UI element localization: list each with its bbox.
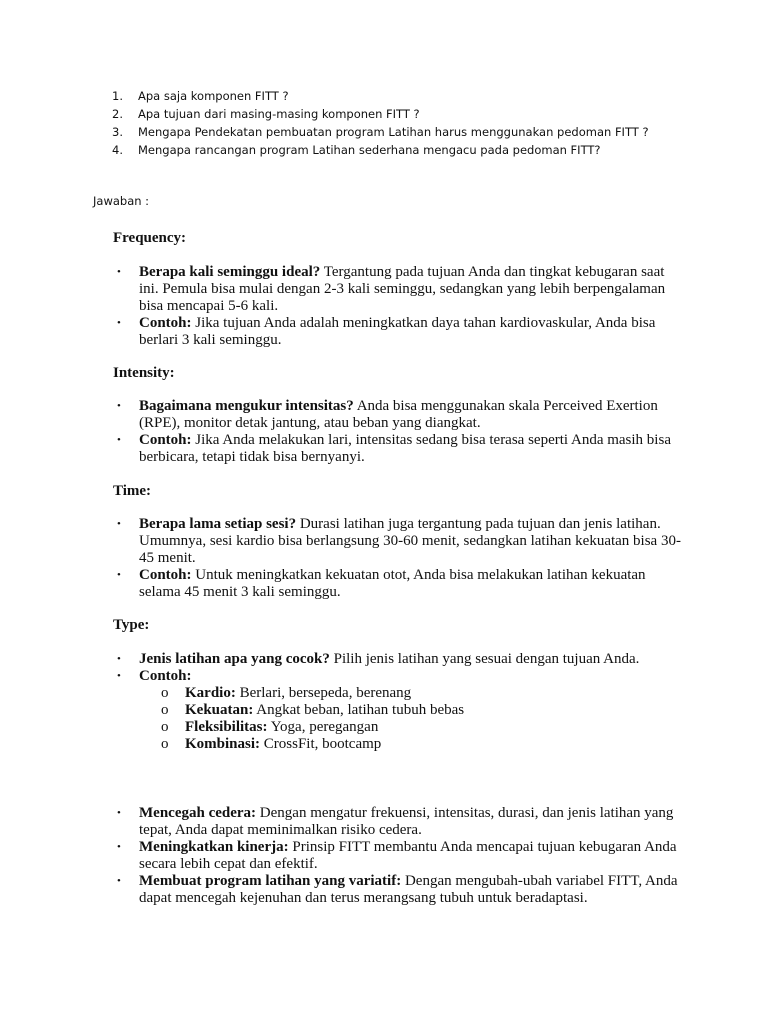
question-number: 4. xyxy=(112,143,123,157)
circle-bullet-icon: o xyxy=(161,702,169,718)
circle-bullet-icon: o xyxy=(161,685,169,701)
sub-list-item-bold: Kekuatan: xyxy=(185,702,254,718)
list-item xyxy=(113,567,683,601)
bullet-icon: • xyxy=(117,653,121,665)
list-item xyxy=(113,805,683,839)
circle-bullet-icon: o xyxy=(161,736,169,752)
sub-list-item-text xyxy=(185,702,464,719)
list-item-bold: Mencegah cedera: xyxy=(139,805,257,821)
sub-list-item-text xyxy=(185,719,378,736)
sub-list-item xyxy=(161,719,683,736)
frequency-heading: Frequency: xyxy=(113,230,187,246)
list-item xyxy=(113,651,683,668)
list-item-bold: Berapa kali seminggu ideal? xyxy=(139,264,321,280)
intensity-heading: Intensity: xyxy=(113,365,175,381)
bullet-icon: • xyxy=(117,875,121,887)
bullet-icon: • xyxy=(117,807,121,819)
list-item xyxy=(113,264,683,315)
bullet-icon: • xyxy=(117,400,121,412)
list-item-text xyxy=(139,651,683,668)
bullet-icon: • xyxy=(117,841,121,853)
question-list xyxy=(112,87,712,159)
question-text: Mengapa rancangan program Latihan sederhana mengacu pada pedoman FITT? xyxy=(138,143,601,157)
sub-list-item-bold: Kardio: xyxy=(185,685,236,701)
bullet-icon: • xyxy=(117,434,121,446)
list-item-text xyxy=(139,315,683,349)
sub-list-item-body: Angkat beban, latihan tubuh bebas xyxy=(253,702,465,718)
intensity-list xyxy=(113,398,683,466)
answer-label: Jawaban : xyxy=(93,194,150,208)
question-item xyxy=(112,123,712,141)
list-item-text xyxy=(139,668,683,685)
list-item-text xyxy=(139,805,683,839)
sub-list-item-text xyxy=(185,736,381,753)
bullet-icon: • xyxy=(117,317,121,329)
list-item-body: Prinsip FITT membantu Anda mencapai tujuan kebugaran Anda secara lebih cepat dan efektif. xyxy=(139,839,677,872)
sub-list-item-text xyxy=(185,685,411,702)
sub-list-item-bold: Fleksibilitas: xyxy=(185,719,268,735)
list-item-body: Tergantung pada tujuan Anda dan tingkat kebugaran saat ini. Pemula bisa mulai dengan 2-3 kali seminggu, sedangkan yang lebih berpengalaman bisa mencapai 5-6 kali. xyxy=(139,264,666,314)
list-item-body: Jika tujuan Anda adalah meningkatkan daya tahan kardiovaskular, Anda bisa berlari 3 kali seminggu. xyxy=(139,315,656,348)
list-item-bold: Meningkatkan kinerja: xyxy=(139,839,289,855)
question-number: 1. xyxy=(112,89,123,103)
list-item-text xyxy=(139,873,683,907)
sub-list-item-body: Yoga, peregangan xyxy=(267,719,379,735)
bullet-icon: • xyxy=(117,569,121,581)
circle-bullet-icon: o xyxy=(161,719,169,735)
list-item-bold: Bagaimana mengukur intensitas? xyxy=(139,398,354,414)
list-item-body: Dengan mengubah-ubah variabel FITT, Anda dapat mencegah kejenuhan dan terus merangsang tubuh untuk beradaptasi. xyxy=(139,873,678,906)
list-item-bold: Contoh: xyxy=(139,315,192,331)
sub-list-item-body: Berlari, bersepeda, berenang xyxy=(235,685,412,701)
list-item xyxy=(113,398,683,432)
list-item xyxy=(113,839,683,873)
list-item xyxy=(113,516,683,567)
question-number: 2. xyxy=(112,107,123,121)
list-item-bold: Contoh: xyxy=(139,668,192,684)
list-item-text xyxy=(139,516,683,567)
list-item xyxy=(113,668,683,685)
sub-list-item-bold: Kombinasi: xyxy=(185,736,261,752)
type-list xyxy=(113,651,683,753)
list-item-bold: Berapa lama setiap sesi? xyxy=(139,516,297,532)
list-item-body: Untuk meningkatkan kekuatan otot, Anda bisa melakukan latihan kekuatan selama 45 menit 3 kali seminggu. xyxy=(139,567,646,600)
list-item xyxy=(113,432,683,466)
list-item-text xyxy=(139,264,683,315)
list-item-body: Anda bisa menggunakan skala Perceived Exertion (RPE), monitor detak jantung, atau beban yang diangkat. xyxy=(139,398,658,431)
list-item-body: Pilih jenis latihan yang sesuai dengan tujuan Anda. xyxy=(329,651,640,667)
list-item-text xyxy=(139,398,683,432)
question-text: Apa tujuan dari masing-masing komponen FITT ? xyxy=(138,107,420,121)
list-item-text xyxy=(139,839,683,873)
list-item xyxy=(113,873,683,907)
type-heading: Type: xyxy=(113,617,150,633)
bullet-icon: • xyxy=(117,670,121,682)
sub-list-item-body: CrossFit, bootcamp xyxy=(260,736,382,752)
sub-list-item xyxy=(161,702,683,719)
question-text: Apa saja komponen FITT ? xyxy=(138,89,289,103)
question-item xyxy=(112,87,712,105)
question-item xyxy=(112,141,712,159)
benefits-list xyxy=(113,805,683,907)
sub-list-item xyxy=(161,736,683,753)
sub-list-item xyxy=(161,685,683,702)
list-item-body: Jika Anda melakukan lari, intensitas sedang bisa terasa seperti Anda masih bisa berbicara, tetapi tidak bisa bernyanyi. xyxy=(139,432,671,465)
list-item-body: Dengan mengatur frekuensi, intensitas, durasi, dan jenis latihan yang tepat, Anda dapat meminimalkan risiko cedera. xyxy=(139,805,674,838)
list-item-bold: Jenis latihan apa yang cocok? xyxy=(139,651,330,667)
list-item-bold: Membuat program latihan yang variatif: xyxy=(139,873,402,889)
time-heading: Time: xyxy=(113,483,152,499)
list-item-text xyxy=(139,432,683,466)
list-item-bold: Contoh: xyxy=(139,432,192,448)
frequency-list xyxy=(113,264,683,349)
list-item-bold: Contoh: xyxy=(139,567,192,583)
bullet-icon: • xyxy=(117,518,121,530)
list-item xyxy=(113,315,683,349)
question-item xyxy=(112,105,712,123)
time-list xyxy=(113,516,683,601)
list-item-body: Durasi latihan juga tergantung pada tujuan dan jenis latihan. Umumnya, sesi kardio bisa berlangsung 30-60 menit, sedangkan latihan kekuatan bisa 30-45 menit. xyxy=(139,516,681,566)
bullet-icon: • xyxy=(117,266,121,278)
list-item-text xyxy=(139,567,683,601)
question-number: 3. xyxy=(112,125,123,139)
question-text: Mengapa Pendekatan pembuatan program Latihan harus menggunakan pedoman FITT ? xyxy=(138,125,649,139)
